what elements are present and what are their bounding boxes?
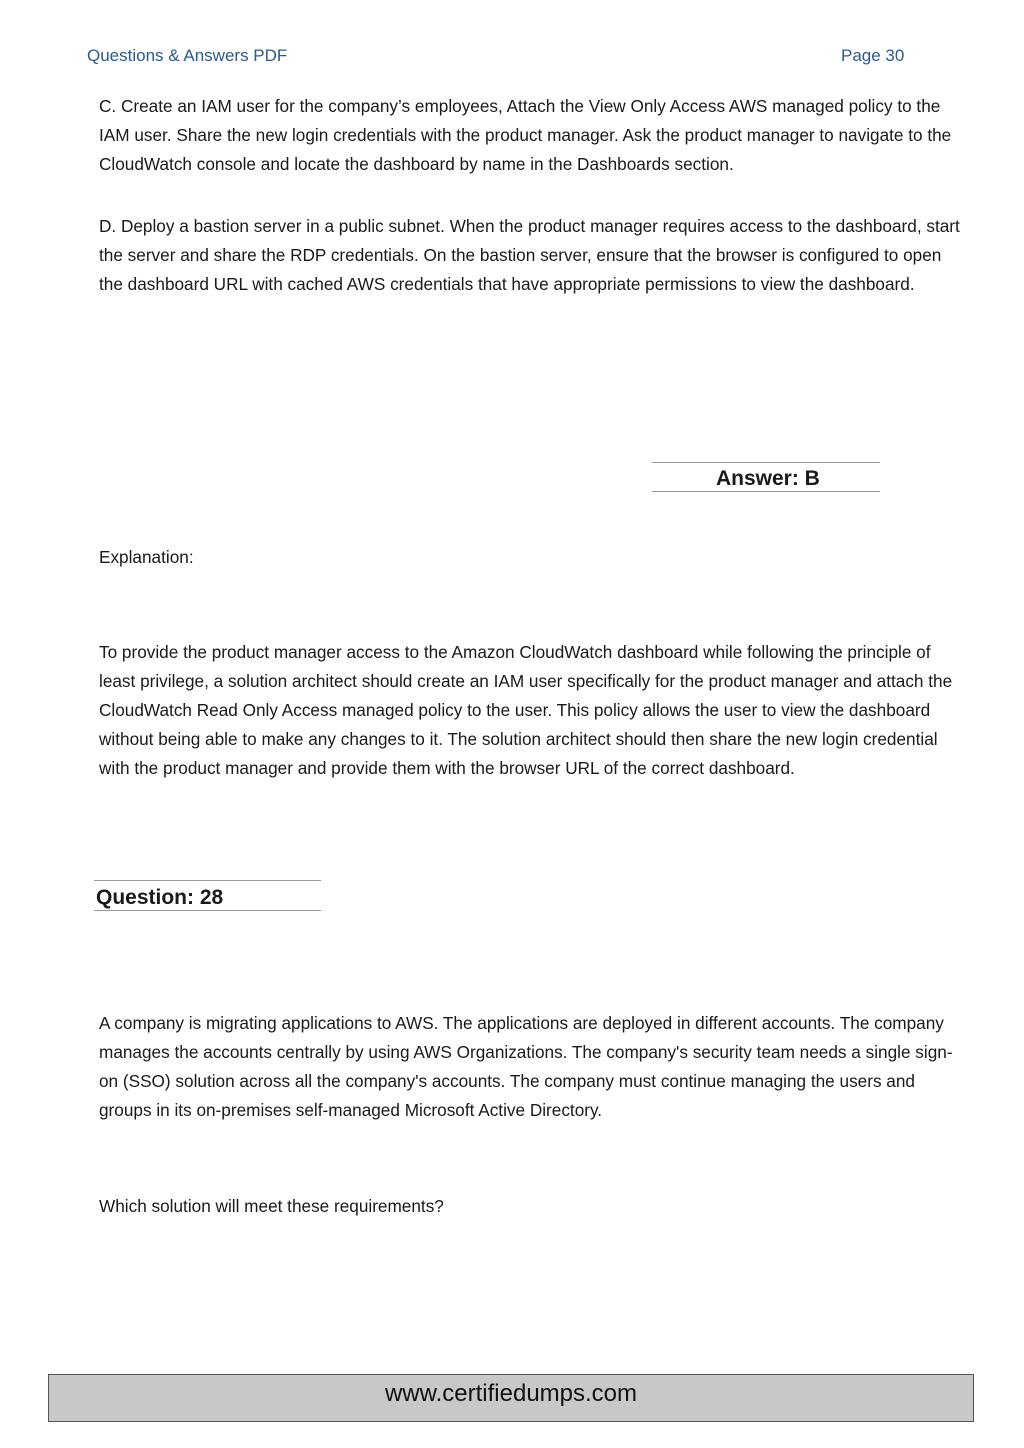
question-title: Question: 28 xyxy=(96,886,224,909)
explanation-text: To provide the product manager access to the Amazon CloudWatch dashboard while following the principle of least privilege, a solution architect should create an IAM user specifically for the product manager and attach the CloudWatch Read Only Access managed policy to the user. This policy allows the user to view the dashboard without being able to make any changes to it. The solution architect should then share the new login credential with the product manager and provide them with the browser URL of the correct dashboard. xyxy=(99,642,953,778)
answer-bottom-rule xyxy=(652,491,880,492)
answer-top-rule xyxy=(652,462,880,463)
option-d-text: D. Deploy a bastion server in a public subnet. When the product manager requires access to the dashboard, start the server and share the RDP credentials. On the bastion server, ensure that the browser is configured to open the dashboard URL with cached AWS credentials that have appropriate permissions to view the dashboard. xyxy=(99,216,960,294)
explanation-label: Explanation: xyxy=(99,547,194,567)
question-bottom-rule xyxy=(94,910,321,911)
question-prompt: Which solution will meet these requirements? xyxy=(99,1196,444,1216)
question-top-rule xyxy=(94,880,321,881)
option-c-text: C. Create an IAM user for the company’s employees, Attach the View Only Access AWS managed policy to the IAM user. Share the new login credentials with the product manager. Ask the product manager to navigate to the CloudWatch console and locate the dashboard by name in the Dashboards section. xyxy=(99,96,952,174)
footer-banner xyxy=(48,1374,974,1422)
answer-label: Answer: B xyxy=(716,467,820,490)
header-title: Questions & Answers PDF xyxy=(87,46,288,65)
footer-site: www.certifiedumps.com xyxy=(384,1380,638,1407)
question-body: A company is migrating applications to AWS. The applications are deployed in different accounts. The company manages the accounts centrally by using AWS Organizations. The company's security team needs a single sign-on (SSO) solution across all the company's accounts. The company must continue managing the users and groups in its on-premises self-managed Microsoft Active Directory. xyxy=(99,1013,953,1120)
page-number: Page 30 xyxy=(841,46,905,65)
